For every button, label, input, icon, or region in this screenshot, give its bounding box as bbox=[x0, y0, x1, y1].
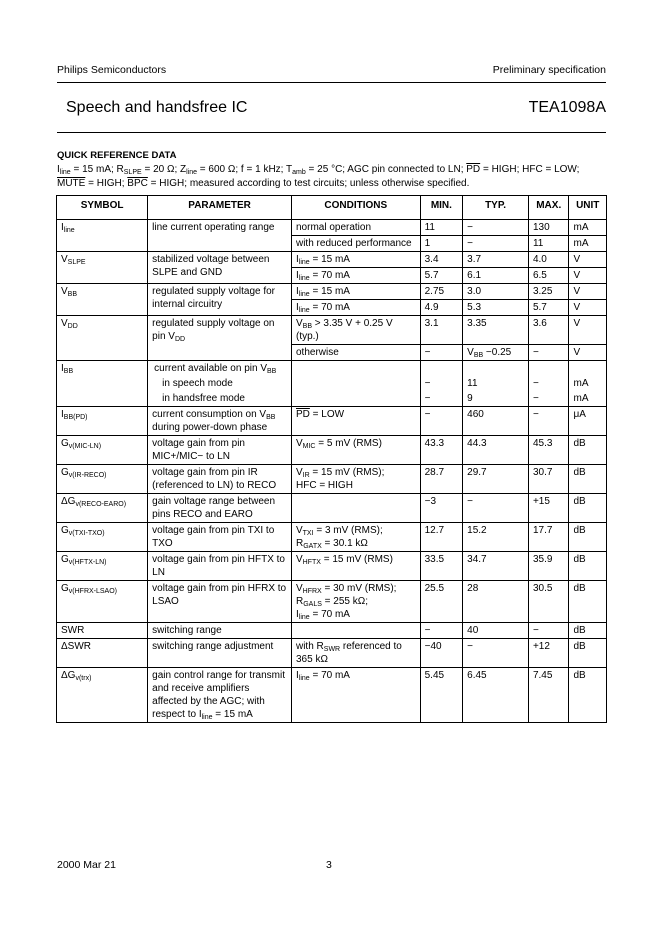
cell-conditions: $V_{TXI} = 3$ mV (RMS); $R_{GATX} = 30.1$ kΩ bbox=[291, 523, 420, 552]
cell-typ: 3.7 bbox=[463, 252, 529, 268]
cell-min: − − bbox=[420, 361, 463, 407]
header-spec-status: Preliminary specification bbox=[492, 64, 606, 76]
cell-unit: dB bbox=[569, 581, 607, 623]
cell-unit: V bbox=[569, 268, 607, 284]
cell-min: − bbox=[420, 407, 463, 436]
cell-max: − bbox=[528, 623, 569, 639]
cell-max: − bbox=[528, 345, 569, 361]
col-conditions: CONDITIONS bbox=[291, 196, 420, 220]
cell-min: 25.5 bbox=[420, 581, 463, 623]
cell-symbol: $V_{BB}$ bbox=[57, 284, 148, 316]
cell-unit: mA bbox=[569, 236, 607, 252]
cell-symbol: $G_{v(MIC-LN)}$ bbox=[57, 436, 148, 465]
cell-unit: V bbox=[569, 300, 607, 316]
table-row bbox=[57, 220, 607, 236]
table-row bbox=[57, 623, 607, 639]
cell-symbol: $I_{BB}$ bbox=[57, 361, 148, 407]
cell-parameter: current consumption on $V_{BB}$ during power-down phase bbox=[148, 407, 292, 436]
section-conditions-text: $I_{line} = 15$ mA; $R_{SLPE} = 20$ Ω; $Z_{line} = 600$ Ω; f = 1 kHz; $T_{amb} = 25$ °C; AGC pin connected to LN; $\overline{PD}$ = HIGH; HFC = LOW; MUTE = HIGH; $\overline{BPC}$ = HIGH; measured according to test circuits; unless otherwise specified. bbox=[57, 164, 580, 189]
cell-min: 1 bbox=[420, 236, 463, 252]
cell-unit: μA bbox=[569, 407, 607, 436]
cell-max: 7.45 bbox=[528, 668, 569, 723]
cell-conditions: $V_{HFTX} = 15$ mV (RMS) bbox=[291, 552, 420, 581]
title-rule bbox=[57, 132, 606, 133]
cell-unit: dB bbox=[569, 623, 607, 639]
cell-symbol: $V_{DD}$ bbox=[57, 316, 148, 361]
cell-min: 3.4 bbox=[420, 252, 463, 268]
cell-typ: 11 9 bbox=[463, 361, 529, 407]
cell-typ: 40 bbox=[463, 623, 529, 639]
cell-max: 11 bbox=[528, 236, 569, 252]
cell-min: 33.5 bbox=[420, 552, 463, 581]
cell-parameter: switching range adjustment bbox=[148, 639, 292, 668]
cell-min: − bbox=[420, 345, 463, 361]
cell-parameter: gain control range for transmit and receive amplifiers affected by the AGC; with respect to $I_{line} = 15$ mA bbox=[148, 668, 292, 723]
cell-parameter: regulated supply voltage for internal circuitry bbox=[148, 284, 292, 316]
cell-symbol: $I_{BB(PD)}$ bbox=[57, 407, 148, 436]
header-company: Philips Semiconductors bbox=[57, 64, 167, 76]
cell-unit: mA mA bbox=[569, 361, 607, 407]
cell-conditions: normal operation bbox=[291, 220, 420, 236]
cell-min: 43.3 bbox=[420, 436, 463, 465]
cell-max: 3.25 bbox=[528, 284, 569, 300]
table-row bbox=[57, 465, 607, 494]
part-number: TEA1098A bbox=[528, 99, 606, 116]
cell-max: 5.7 bbox=[528, 300, 569, 316]
section-title: QUICK REFERENCE DATA bbox=[57, 150, 177, 161]
cell-typ: 6.45 bbox=[463, 668, 529, 723]
footer-page-number: 3 bbox=[326, 859, 332, 871]
table-row bbox=[57, 639, 607, 668]
cell-min: 2.75 bbox=[420, 284, 463, 300]
cell-unit: V bbox=[569, 284, 607, 300]
cell-max: 45.3 bbox=[528, 436, 569, 465]
cell-conditions: with $R_{SWR}$ referenced to 365 kΩ bbox=[291, 639, 420, 668]
cell-max: 130 bbox=[528, 220, 569, 236]
cell-symbol: $G_{v(IR-RECO)}$ bbox=[57, 465, 148, 494]
cell-max: 6.5 bbox=[528, 268, 569, 284]
cell-unit: dB bbox=[569, 494, 607, 523]
cell-max: 3.6 bbox=[528, 316, 569, 345]
cell-typ: 29.7 bbox=[463, 465, 529, 494]
cell-max: 4.0 bbox=[528, 252, 569, 268]
cell-typ: 15.2 bbox=[463, 523, 529, 552]
cell-typ: 28 bbox=[463, 581, 529, 623]
table-row bbox=[57, 436, 607, 465]
cell-conditions bbox=[291, 494, 420, 523]
cell-typ: $V_{BB} -0.25$ bbox=[463, 345, 529, 361]
cell-min: −3 bbox=[420, 494, 463, 523]
footer-date: 2000 Mar 21 bbox=[57, 859, 116, 871]
cell-parameter: line current operating range bbox=[148, 220, 292, 252]
cell-symbol: ΔSWR bbox=[57, 639, 148, 668]
cell-symbol: $\Delta G_{v(RECO-EARO)}$ bbox=[57, 494, 148, 523]
cell-conditions: $\overline{PD}$ = LOW bbox=[291, 407, 420, 436]
cell-unit: dB bbox=[569, 668, 607, 723]
cell-typ: − bbox=[463, 220, 529, 236]
table-body bbox=[57, 220, 607, 723]
cell-conditions: with reduced performance bbox=[291, 236, 420, 252]
cell-conditions bbox=[291, 361, 420, 407]
cell-unit: dB bbox=[569, 552, 607, 581]
cell-max: +12 bbox=[528, 639, 569, 668]
cell-min: 12.7 bbox=[420, 523, 463, 552]
cell-min: 5.45 bbox=[420, 668, 463, 723]
cell-min: 4.9 bbox=[420, 300, 463, 316]
table-row bbox=[57, 668, 607, 723]
cell-unit: V bbox=[569, 345, 607, 361]
cell-symbol: $G_{v(TXI-TXO)}$ bbox=[57, 523, 148, 552]
cell-typ: 6.1 bbox=[463, 268, 529, 284]
cell-typ: − bbox=[463, 236, 529, 252]
cell-symbol: SWR bbox=[57, 623, 148, 639]
table-row bbox=[57, 552, 607, 581]
cell-unit: V bbox=[569, 316, 607, 345]
cell-conditions: $V_{MIC} = 5$ mV (RMS) bbox=[291, 436, 420, 465]
table-row bbox=[57, 407, 607, 436]
table-row bbox=[57, 523, 607, 552]
cell-conditions: $I_{line} = 15$ mA bbox=[291, 284, 420, 300]
col-max: MAX. bbox=[528, 196, 569, 220]
cell-unit: dB bbox=[569, 639, 607, 668]
cell-conditions: $I_{line} = 15$ mA bbox=[291, 252, 420, 268]
cell-typ: 5.3 bbox=[463, 300, 529, 316]
cell-typ: 44.3 bbox=[463, 436, 529, 465]
cell-conditions: $V_{IR} = 15$ mV (RMS); HFC = HIGH bbox=[291, 465, 420, 494]
table-row bbox=[57, 361, 607, 407]
col-symbol: SYMBOL bbox=[57, 196, 148, 220]
cell-max: − bbox=[528, 407, 569, 436]
col-unit: UNIT bbox=[569, 196, 607, 220]
cell-conditions: $I_{line} = 70$ mA bbox=[291, 268, 420, 284]
cell-min: 28.7 bbox=[420, 465, 463, 494]
table-row bbox=[57, 252, 607, 268]
cell-parameter: switching range bbox=[148, 623, 292, 639]
cell-unit: V bbox=[569, 252, 607, 268]
table-row bbox=[57, 581, 607, 623]
table-row bbox=[57, 494, 607, 523]
cell-max: 35.9 bbox=[528, 552, 569, 581]
cell-max: 30.5 bbox=[528, 581, 569, 623]
cell-parameter: voltage gain from pin HFTX to LN bbox=[148, 552, 292, 581]
cell-unit: mA bbox=[569, 220, 607, 236]
cell-conditions: otherwise bbox=[291, 345, 420, 361]
cell-parameter: current available on pin $V_{BB}$ in speech mode in handsfree mode bbox=[148, 361, 292, 407]
cell-max: +15 bbox=[528, 494, 569, 523]
table-row bbox=[57, 316, 607, 345]
cell-parameter: voltage gain from pin IR (referenced to LN) to RECO bbox=[148, 465, 292, 494]
cell-parameter: gain voltage range between pins RECO and EARO bbox=[148, 494, 292, 523]
cell-unit: dB bbox=[569, 523, 607, 552]
cell-symbol: $G_{v(HFTX-LN)}$ bbox=[57, 552, 148, 581]
col-typ: TYP. bbox=[463, 196, 529, 220]
cell-symbol: $\Delta G_{v(trx)}$ bbox=[57, 668, 148, 723]
cell-typ: 3.0 bbox=[463, 284, 529, 300]
cell-parameter: voltage gain from pin HFRX to LSAO bbox=[148, 581, 292, 623]
col-parameter: PARAMETER bbox=[148, 196, 292, 220]
cell-min: 3.1 bbox=[420, 316, 463, 345]
cell-parameter: regulated supply voltage on pin $V_{DD}$ bbox=[148, 316, 292, 361]
cell-typ: 3.35 bbox=[463, 316, 529, 345]
cell-typ: 460 bbox=[463, 407, 529, 436]
cell-min: 5.7 bbox=[420, 268, 463, 284]
cell-symbol: $G_{v(HFRX-LSAO)}$ bbox=[57, 581, 148, 623]
cell-max: 30.7 bbox=[528, 465, 569, 494]
cell-conditions: $I_{line} = 70$ mA bbox=[291, 668, 420, 723]
cell-min: 11 bbox=[420, 220, 463, 236]
cell-symbol: $V_{SLPE}$ bbox=[57, 252, 148, 284]
cell-min: −40 bbox=[420, 639, 463, 668]
doc-title: Speech and handsfree IC bbox=[66, 99, 248, 116]
cell-typ: 34.7 bbox=[463, 552, 529, 581]
cell-min: − bbox=[420, 623, 463, 639]
cell-parameter: voltage gain from pin TXI to TXO bbox=[148, 523, 292, 552]
cell-conditions: $V_{HFRX} = 30$ mV (RMS); $R_{GALS} = 255$ kΩ; $I_{line} = 70$ mA bbox=[291, 581, 420, 623]
cell-conditions: $V_{BB} > 3.35$ V + 0.25 V (typ.) bbox=[291, 316, 420, 345]
section-conditions bbox=[57, 163, 609, 191]
cell-typ: − bbox=[463, 494, 529, 523]
cell-max: 17.7 bbox=[528, 523, 569, 552]
table-row bbox=[57, 284, 607, 300]
header-rule bbox=[57, 82, 606, 83]
cell-unit: dB bbox=[569, 436, 607, 465]
cell-typ: − bbox=[463, 639, 529, 668]
cell-max: − − bbox=[528, 361, 569, 407]
cell-conditions bbox=[291, 623, 420, 639]
cell-conditions: $I_{line} = 70$ mA bbox=[291, 300, 420, 316]
table-header-row bbox=[57, 196, 607, 220]
cell-symbol: $I_{line}$ bbox=[57, 220, 148, 252]
col-min: MIN. bbox=[420, 196, 463, 220]
cell-unit: dB bbox=[569, 465, 607, 494]
cell-parameter: stabilized voltage between SLPE and GND bbox=[148, 252, 292, 284]
cell-parameter: voltage gain from pin MIC+/MIC− to LN bbox=[148, 436, 292, 465]
quick-reference-table bbox=[56, 195, 607, 723]
